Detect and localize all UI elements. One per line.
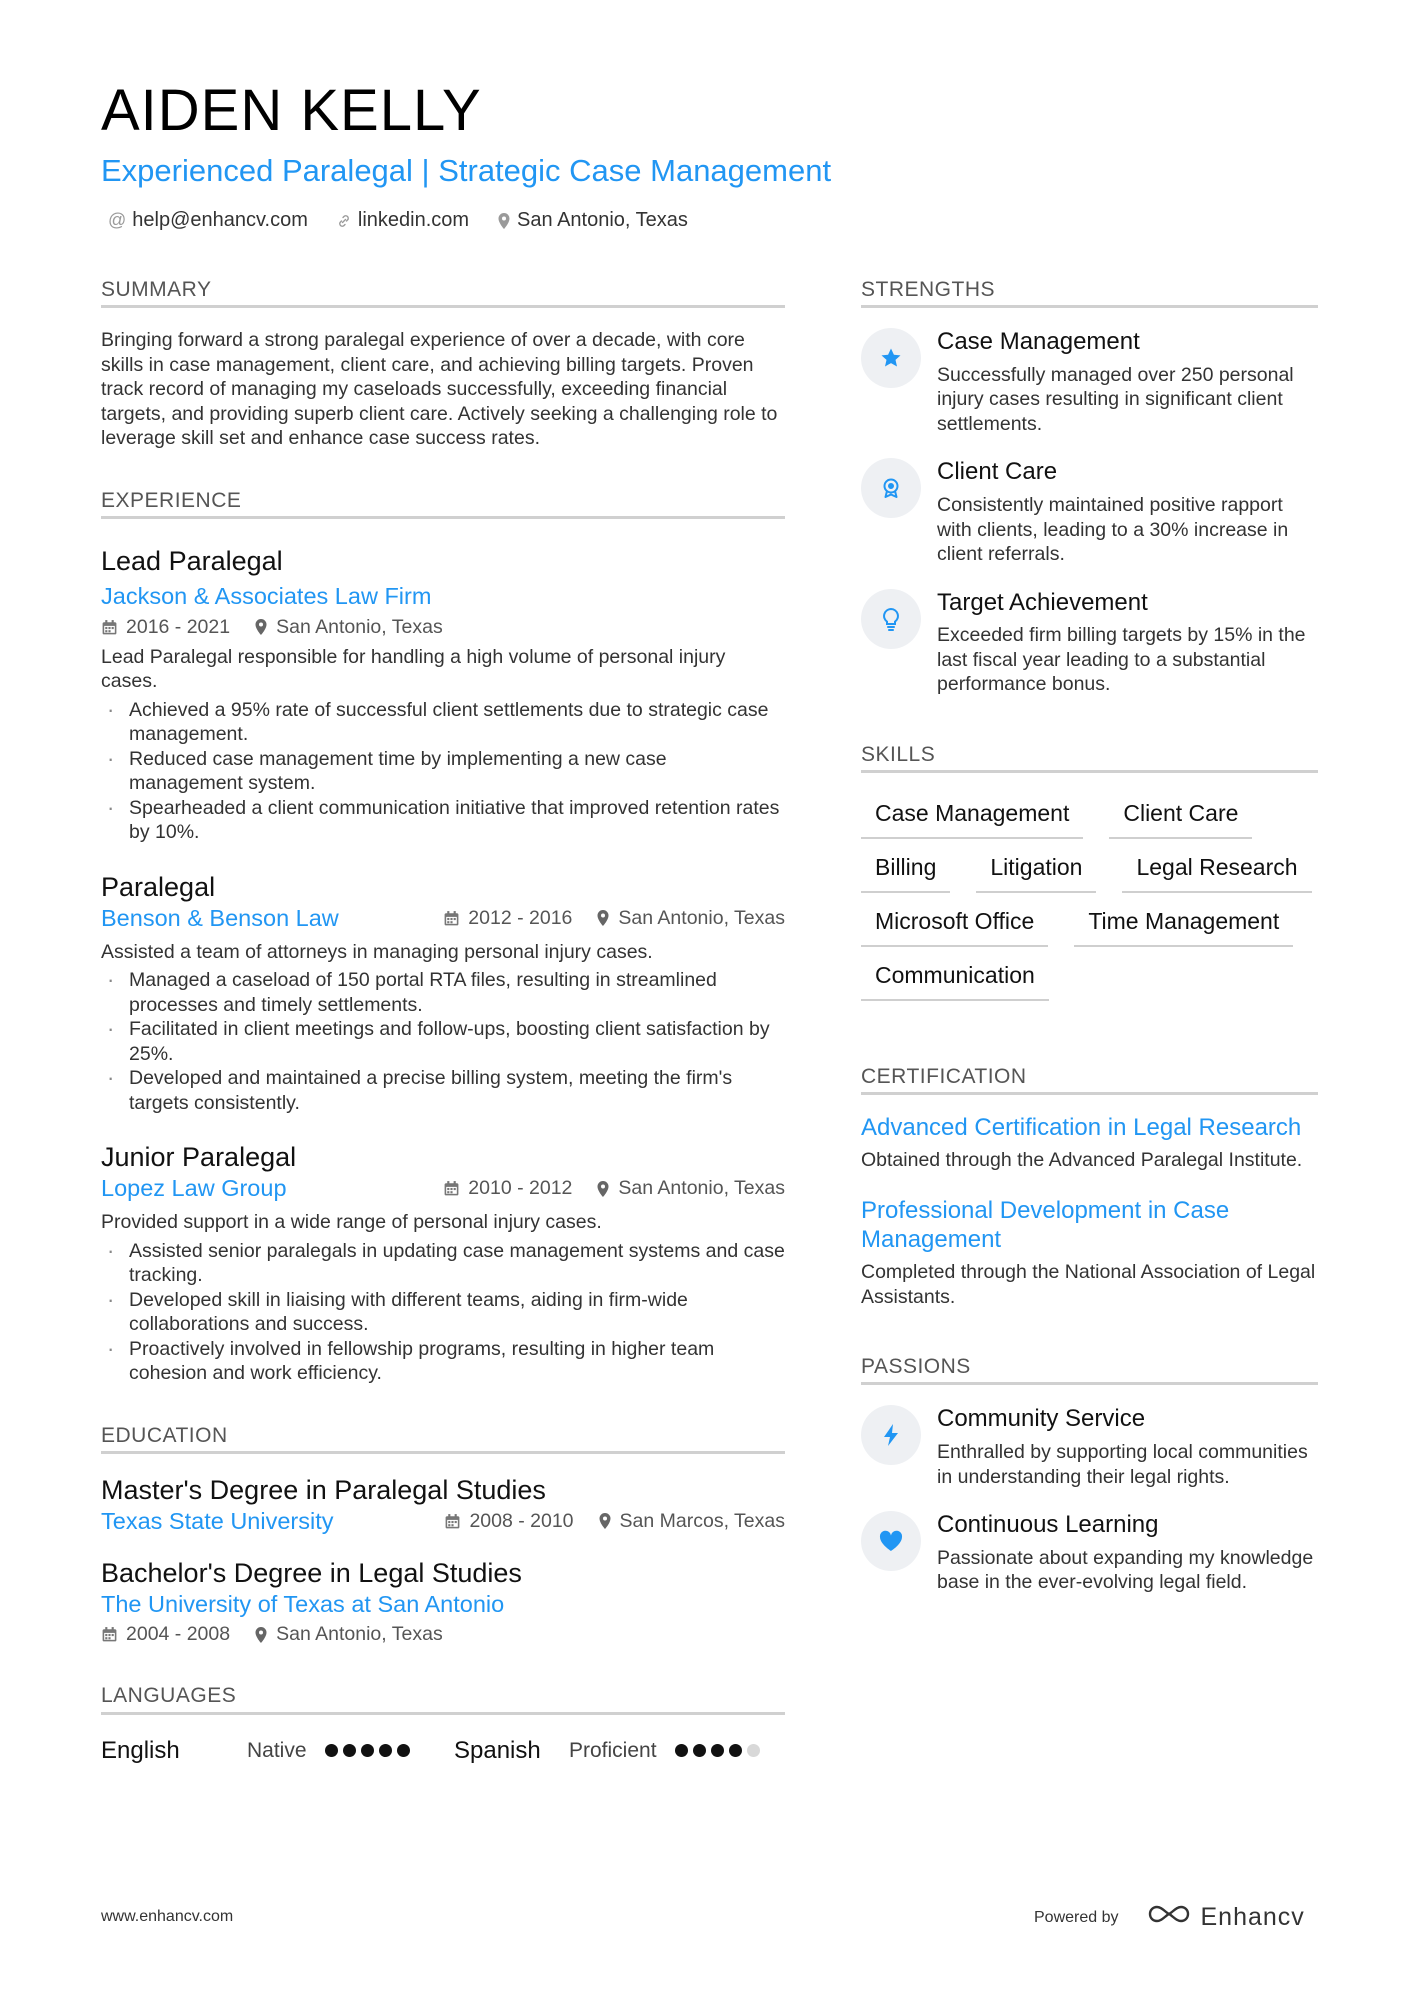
footer-branding: [1034, 1902, 1305, 1933]
job-meta: [443, 1177, 785, 1200]
bolt-icon: [861, 1405, 921, 1465]
location-icon: [254, 618, 268, 636]
calendar-icon: [101, 619, 118, 636]
job-location-text: San Antonio, Texas: [618, 906, 785, 929]
contact-email-text: help@enhancv.com: [132, 209, 308, 231]
job-location: [596, 1177, 785, 1200]
lightbulb-icon: [861, 589, 921, 649]
job-location-text: San Antonio, Texas: [276, 615, 443, 638]
language-name: Spanish: [454, 1736, 541, 1764]
certification-description: Obtained through the Advanced Paralegal Institute.: [861, 1148, 1303, 1171]
job-row: [101, 903, 785, 934]
rating-dot-filled: [693, 1744, 706, 1757]
certification-item: [861, 1196, 1318, 1309]
contact-linkedin-text: linkedin.com: [357, 209, 470, 231]
job-bullet: · Facilitated in client meetings and follow-ups, boosting client satisfaction by 25%.: [101, 1017, 785, 1066]
skill-tag: Legal Research: [1122, 849, 1311, 893]
candidate-name: AIDEN KELLY: [101, 78, 482, 143]
education-dates: [101, 1623, 230, 1646]
skill-tag: Case Management: [861, 795, 1083, 839]
rating-dot-filled: [711, 1744, 724, 1757]
at-icon: @: [108, 210, 127, 230]
education-heading: EDUCATION: [101, 1424, 785, 1454]
job-bullet: · Assisted senior paralegals in updating case management systems and case tracking.: [101, 1239, 785, 1288]
experience-item: [101, 1141, 785, 1385]
job-dates: [101, 616, 230, 639]
contact-linkedin[interactable]: [336, 209, 469, 232]
job-title: Paralegal: [101, 871, 216, 902]
job-bullets: [101, 1239, 785, 1386]
calendar-icon: [444, 1513, 461, 1530]
job-bullet: · Reduced case management time by implementing a new case management system.: [101, 747, 785, 796]
job-dates-text: 2010 - 2012: [468, 1177, 573, 1200]
education-row: [101, 1506, 785, 1537]
job-bullet: · Developed skill in liaising with different teams, aiding in firm-wide collaborations and success.: [101, 1288, 785, 1337]
job-bullet: · Achieved a 95% rate of successful client settlements due to strategic case management.: [101, 698, 785, 747]
language-rating: [325, 1744, 410, 1757]
strength-description: Consistently maintained positive rapport with clients, leading to a 30% increase in client referrals.: [937, 494, 1289, 566]
footer-website[interactable]: www.enhancv.com: [101, 1908, 234, 1925]
strength-description: Successfully managed over 250 personal injury cases resulting in significant client settlements.: [937, 363, 1294, 435]
location-icon: [596, 1180, 610, 1198]
experience-heading: EXPERIENCE: [101, 489, 785, 519]
education-location-text: San Antonio, Texas: [276, 1623, 443, 1646]
passion-description: Enthralled by supporting local communities in understanding their legal rights.: [937, 1441, 1308, 1488]
education-location: [598, 1510, 785, 1533]
job-description: Provided support in a wide range of personal injury cases.: [101, 1211, 602, 1233]
skill-tag: Litigation: [976, 849, 1096, 893]
degree-title: Master's Degree in Paralegal Studies: [101, 1474, 546, 1505]
job-meta: [101, 616, 785, 639]
location-icon: [497, 212, 511, 230]
strength-item: [861, 328, 1318, 436]
certification-description: Completed through the National Association of Legal Assistants.: [861, 1261, 1316, 1308]
strength-title: Client Care: [937, 458, 1058, 486]
passion-body: [937, 1405, 1318, 1489]
job-dates-text: 2012 - 2016: [468, 906, 573, 929]
job-bullets: [101, 698, 785, 845]
job-dates: [443, 907, 572, 930]
passion-title: Continuous Learning: [937, 1511, 1159, 1539]
experience-item: [101, 545, 785, 845]
certification-title: Advanced Certification in Legal Research: [861, 1113, 1302, 1141]
job-meta: [443, 907, 785, 930]
location-icon: [598, 1512, 612, 1530]
location-icon: [254, 1626, 268, 1644]
contact-location: [497, 209, 688, 232]
contact-location-text: San Antonio, Texas: [517, 209, 688, 231]
passion-item: [861, 1405, 1318, 1489]
contact-email[interactable]: [108, 209, 308, 232]
right-column: [861, 278, 1318, 1595]
language-item: [454, 1737, 760, 1765]
education-item: [101, 1474, 785, 1537]
education-meta: [444, 1510, 785, 1533]
passion-item: [861, 1511, 1318, 1595]
rating-dot-filled: [361, 1744, 374, 1757]
skill-tag: Billing: [861, 849, 950, 893]
rating-dot-filled: [325, 1744, 338, 1757]
job-description: Lead Paralegal responsible for handling a high volume of personal injury cases.: [101, 645, 726, 693]
job-location: [254, 616, 443, 639]
job-company: Lopez Law Group: [101, 1175, 287, 1202]
skill-tag: Time Management: [1074, 903, 1293, 947]
rating-dot-filled: [397, 1744, 410, 1757]
job-location-text: San Antonio, Texas: [618, 1177, 785, 1200]
job-description: Assisted a team of attorneys in managing personal injury cases.: [101, 940, 653, 963]
rating-dot-filled: [675, 1744, 688, 1757]
job-row: [101, 1173, 785, 1204]
degree-title: Bachelor's Degree in Legal Studies: [101, 1557, 522, 1588]
rating-dot-filled: [729, 1744, 742, 1757]
strength-body: [937, 328, 1318, 436]
skills-heading: SKILLS: [861, 743, 1318, 773]
infinity-logo-icon: [1145, 1902, 1193, 1933]
passion-description: Passionate about expanding my knowledge base in the ever-evolving legal field.: [937, 1546, 1314, 1594]
certification-item: [861, 1113, 1318, 1173]
star-icon: [861, 328, 921, 388]
job-bullets: [101, 968, 785, 1115]
job-bullet: · Developed and maintained a precise billing system, meeting the firm's targets consistently.: [101, 1066, 785, 1115]
heart-icon: [861, 1511, 921, 1571]
powered-by-text: Powered by: [1034, 1908, 1119, 1926]
link-icon: [336, 213, 352, 229]
certification-title: Professional Development in Case Management: [861, 1197, 1230, 1254]
education-dates: [444, 1510, 573, 1533]
language-level: Proficient: [569, 1738, 657, 1762]
strength-item: [861, 458, 1318, 566]
strength-title: Target Achievement: [937, 588, 1148, 616]
languages-heading: LANGUAGES: [101, 1684, 785, 1714]
strength-description: Exceeded firm billing targets by 15% in the last fiscal year leading to a substantial performance bonus.: [937, 624, 1306, 696]
left-column: [101, 278, 785, 1765]
job-title: Lead Paralegal: [101, 545, 283, 576]
strength-title: Case Management: [937, 328, 1140, 356]
job-bullet: · Spearheaded a client communication initiative that improved retention rates by 10%.: [101, 796, 785, 845]
education-dates-text: 2008 - 2010: [469, 1509, 574, 1532]
skill-tag: Communication: [861, 957, 1049, 1001]
calendar-icon: [443, 1180, 460, 1197]
passion-body: [937, 1511, 1318, 1595]
calendar-icon: [443, 910, 460, 927]
school-name: Texas State University: [101, 1507, 334, 1534]
job-dates-text: 2016 - 2021: [126, 615, 231, 638]
education-location-text: San Marcos, Texas: [619, 1509, 785, 1532]
contact-list: [108, 209, 688, 232]
education-meta: [101, 1623, 785, 1646]
skill-tag: Client Care: [1109, 795, 1252, 839]
experience-item: [101, 871, 785, 1115]
summary-text: Bringing forward a strong paralegal experience of over a decade, with core skills in case management, client care, and achieving billing targets. Proven track record of managing my caseloads successfully, exceeding financial targets, and providing superb client care. Actively seeking a challenging role to leverage skill set and enhance case success rates.: [101, 329, 778, 450]
skill-list: [861, 795, 1318, 1001]
strength-item: [861, 589, 1318, 697]
job-company: Jackson & Associates Law Firm: [101, 583, 432, 610]
language-name: English: [101, 1736, 180, 1764]
job-bullet: · Managed a caseload of 150 portal RTA files, resulting in streamlined processes and timely settlements.: [101, 968, 785, 1017]
language-list: [101, 1737, 785, 1765]
certification-heading: CERTIFICATION: [861, 1065, 1318, 1095]
skill-tag: Microsoft Office: [861, 903, 1048, 947]
summary-heading: SUMMARY: [101, 278, 785, 308]
education-item: [101, 1557, 785, 1647]
job-company: Benson & Benson Law: [101, 905, 339, 932]
location-icon: [596, 909, 610, 927]
passions-heading: PASSIONS: [861, 1355, 1318, 1385]
language-rating: [675, 1744, 760, 1757]
school-name: The University of Texas at San Antonio: [101, 1590, 505, 1617]
candidate-tagline: Experienced Paralegal | Strategic Case Management: [101, 153, 832, 188]
job-dates: [443, 1177, 572, 1200]
brand-name: Enhancv: [1200, 1903, 1305, 1931]
job-location: [596, 907, 785, 930]
passion-title: Community Service: [937, 1405, 1146, 1433]
strength-body: [937, 458, 1318, 566]
brand-logo[interactable]: [1145, 1902, 1305, 1933]
job-bullet: · Proactively involved in fellowship programs, resulting in higher team cohesion and work efficiency.: [101, 1337, 785, 1386]
job-title: Junior Paralegal: [101, 1142, 297, 1173]
calendar-icon: [101, 1626, 118, 1643]
rating-dot-empty: [747, 1744, 760, 1757]
rating-dot-filled: [379, 1744, 392, 1757]
language-item: [101, 1737, 471, 1765]
education-location: [254, 1623, 443, 1646]
award-icon: [861, 458, 921, 518]
strengths-heading: STRENGTHS: [861, 278, 1318, 308]
strength-body: [937, 589, 1318, 697]
education-dates-text: 2004 - 2008: [126, 1623, 231, 1646]
language-level: Native: [247, 1738, 307, 1762]
rating-dot-filled: [343, 1744, 356, 1757]
